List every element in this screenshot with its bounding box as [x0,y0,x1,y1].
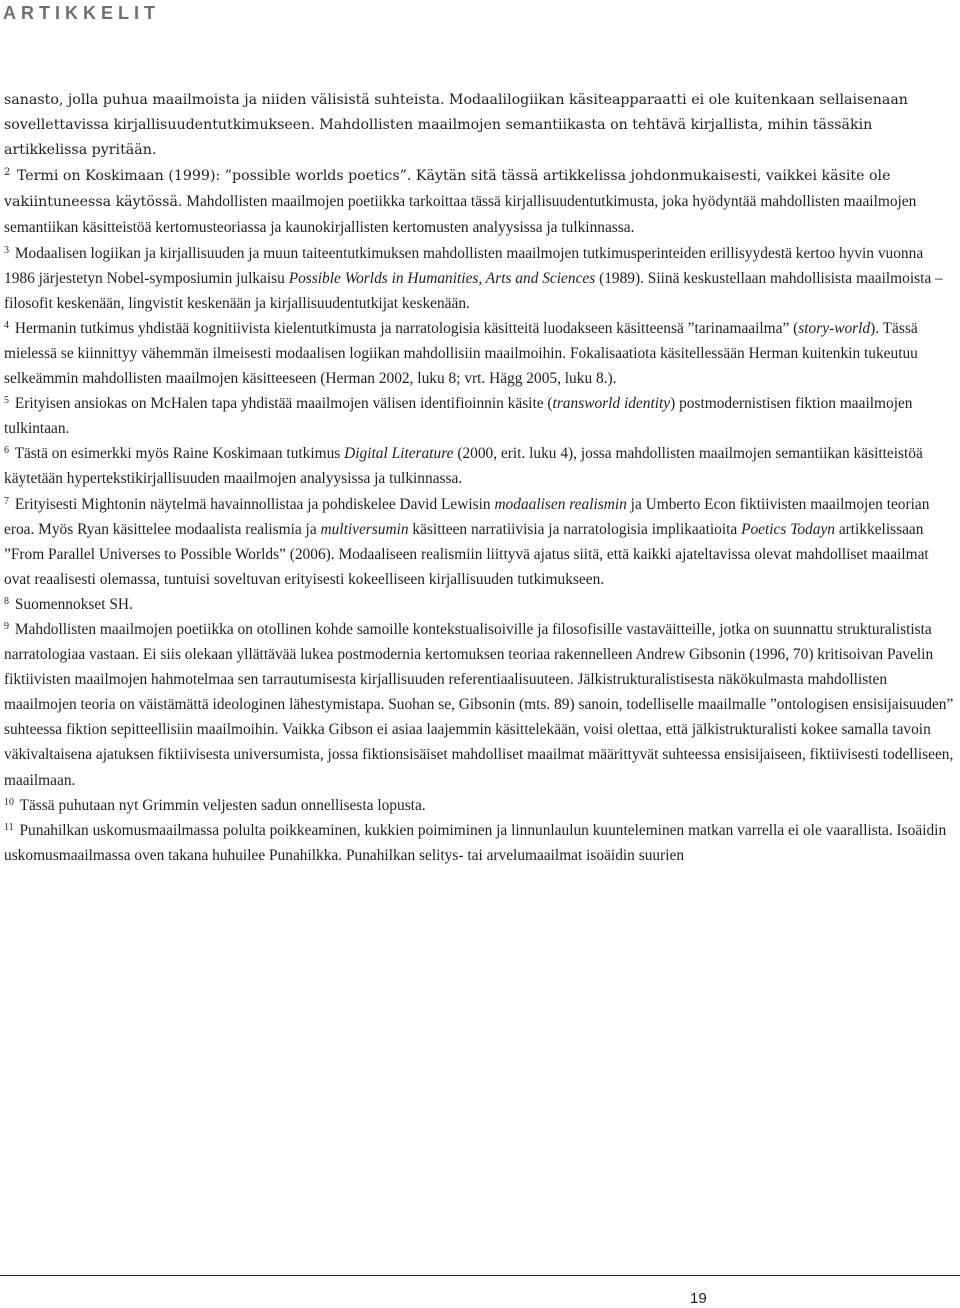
footnote-5: $^5$ Erityisen ansiokas on McHalen tapa yhdistää maailmojen välisen identifioinnin käsite (transworld identity) postmodernistisen fiktion maailmojen tulkintaan. [4,395,913,438]
footnote-number: 5 [4,395,9,407]
footnote-4: $^4$ Hermanin tutkimus yhdistää kognitiivista kielentutkimusta ja narratologisia käsitteitä luodakseen käsitteensä ”tarinamaailma” (story-world). Tässä mielessä se kiinnittyy vähemmän ilmeisesti modaalisen logiikan mahdollisiin maailmoihin. Fokalisaatiota käsitellessään Herman kuitenkin tukeutuu selkeämmin mahdollisten maailmojen käsitteeseen (Herman 2002, luku 8; vrt. Hägg 2005, luku 8.). [4,319,918,388]
footnotes [4,88,956,868]
page-number: 19 [690,1290,707,1307]
footnote-6: $^6$ Tästä on esimerkki myös Raine Koskimaan tutkimus Digital Literature (2000, erit. luku 4), jossa mahdollisten maailmojen semantiikan käsitteistöä käytetään hypertekstikirjallisuuden maailmojen analyysissa ja tulkinnassa. [4,445,923,488]
footnote-number: 6 [4,445,9,457]
footnote-number: 2 [4,167,11,179]
footnote-9: $^9$ Mahdollisten maailmojen poetiikka on otollinen kohde samoille kontekstualisoiville ja filosofisille vastaväitteille, jotka on suunnattu strukturalistista narratologiaa vastaan. Ei siis olekaan yllättävää lukea postmodernia kertomuksen teoriaa rakennelleen Andrew Gibsonin (1996, 70) kritisoivan Pavelin fiktiivisten maailmojen hahmotelmaa sen tarrautumisesta kirjallisuuden referentiaalisuuteen. Jälkistrukturalistisesta näkökulmasta mahdollisten maailmojen teoria on väistämättä ideologinen lähestymistapa. Suohan se, Gibsonin (mts. 89) sanoin, todelliselle maailmalle ”ontologisen ensisijaisuuden” suhteessa fiktion sepitteellisiin maailmoihin. Vaikka Gibson ei asiaa laajemmin käsittelekään, voisi olettaa, että jälkistrukturalisti kokee samalla tavoin väkivaltaisena ajatuksen fiktiivisesta universumista, jossa fiktionsisäiset mahdolliset maailmat määrittyvät suhteessa ensisijaiseen, fiktiivisesti todelliseen, maailmaan. [4,620,954,789]
footnote-number: 4 [4,319,9,331]
footer-rule [0,1275,960,1276]
footnote-8: $^8$ Suomennokset SH. [4,595,133,613]
footnote-2: $^2$ Termi on Koskimaan (1999): ”possible worlds poetics”. Käytän sitä tässä artikkelissa johdonmukaisesti, vaikkei käsite ole vakiintuneessa käytössä. Mahdollisten maailmojen poetiikka tarkoittaa tässä kirjallisuudentutkimusta, joka hyödyntää mahdollisten maailmojen semantiikan käsitteistöä kertomusteoriassa ja kaunokirjallisten kertomusten analyysissa ja tulkinnassa. [4,167,917,237]
footnote-3: $^3$ Modaalisen logiikan ja kirjallisuuden ja muun taiteentutkimuksen mahdollisten maailmojen tutkimusperinteiden erillisyydestä kertoo hyvin vuonna 1986 järjestetyn Nobel-symposiumin julkaisu Possible Worlds in Humanities, Arts and Sciences (1989). Siinä keskustellaan mahdollisista maailmoista – filosofit keskenään, lingvistit keskenään ja kirjallisuudentutkijat keskenään. [4,244,943,312]
footnote-10: $^{10}$ Tässä puhutaan nyt Grimmin veljesten sadun onnellisesta lopusta. [4,796,426,814]
footnote-number: 11 [4,821,14,833]
footnote-1-continuation: sanasto, jolla puhua maailmoista ja niiden välisistä suhteista. Modaalilogiikan käsiteapparaatti ei ole kuitenkaan sellaisenaan sovellettavissa kirjallisuudentutkimukseen. Mahdollisten maailmojen semantiikasta on tehtävä kirjallista, mihin tässäkin artikkelissa pyritään. [4,92,908,159]
footnote-7: $^7$ Erityisesti Mightonin näytelmä havainnollistaa ja pohdiskelee David Lewisin modaalisen realismin ja Umberto Econ fiktiivisten maailmojen teorian eroa. Myös Ryan käsittelee modaalista realismia ja multiversumin käsitteen narratiivisia ja narratologisia implikaatioita Poetics Todayn artikkelissaan ”From Parallel Universes to Possible Worlds” (2006). Modaaliseen realismiin liittyvä ajatus siitä, että kaikki ajateltavissa olevat mahdolliset maailmat ovat reaalisesti olemassa, tuntuisi soveltuvan erityisesti kokeelliseen kirjallisuuden tutkimukseen. [4,495,930,588]
footnote-number: 3 [4,244,9,256]
footnote-11: $^{11}$ Punahilkan uskomusmaailmassa polulta poikkeaminen, kukkien poimiminen ja linnunlaulun kuunteleminen matkan varrella ei ole vaarallista. Isoäidin uskomusmaailmassa oven takana huhuilee Punahilkka. Punahilkan selitys- tai arvelumaailmat isoäidin suurien [4,821,947,864]
section-header: ARTIKKELIT [3,3,160,23]
footnote-number: 9 [4,620,9,632]
footnote-number: 8 [4,595,9,607]
footnote-number: 10 [4,796,14,808]
footnote-number: 7 [4,495,9,507]
